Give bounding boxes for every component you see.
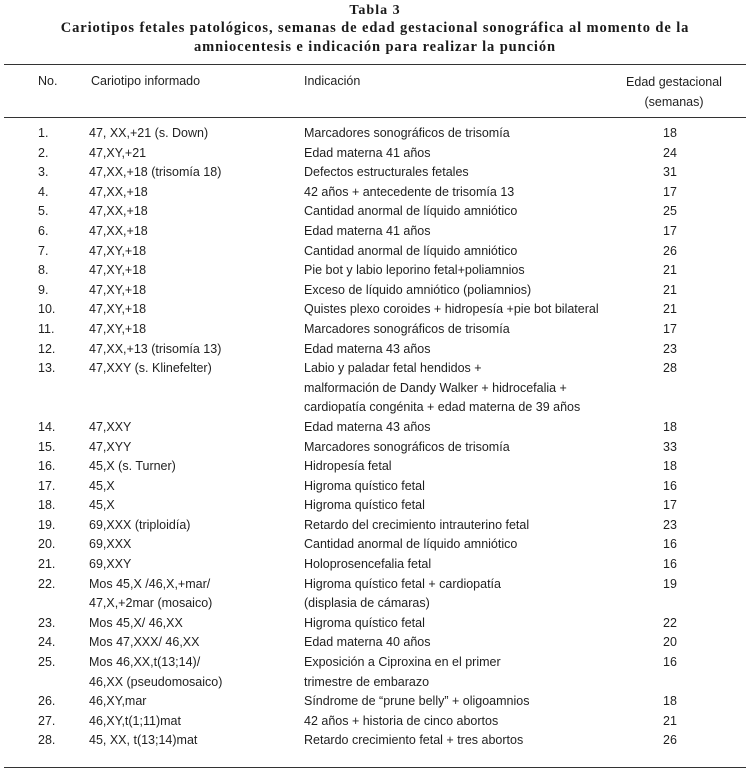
table-row bbox=[0, 222, 750, 242]
karyotype-line: 45, XX, t(13;14)mat bbox=[89, 733, 198, 748]
row-number: 1. bbox=[38, 126, 49, 140]
indication-cell bbox=[304, 731, 523, 751]
table-row bbox=[0, 535, 750, 555]
karyotype-line: Mos 45,X /46,X,+mar/ bbox=[89, 576, 211, 591]
table-row bbox=[0, 242, 750, 262]
karyotype-cell bbox=[89, 163, 221, 183]
karyotype-cell bbox=[89, 183, 148, 203]
indication-line: Exceso de líquido amniótico (poliamnios) bbox=[304, 282, 532, 297]
row-number: 15. bbox=[38, 439, 56, 454]
table-row bbox=[0, 477, 750, 497]
karyotype-line: 47,XY,+18 bbox=[89, 282, 147, 297]
header-rule bbox=[4, 117, 746, 118]
karyotype-line: 47,XXY (s. Klinefelter) bbox=[89, 361, 212, 376]
row-number: 17. bbox=[38, 478, 56, 493]
karyotype-line: 47,XY,+18 bbox=[89, 243, 147, 258]
gestational-weeks-cell: 16 bbox=[663, 537, 677, 552]
header-indication: Indicación bbox=[304, 74, 361, 88]
row-number: 5. bbox=[38, 204, 49, 219]
karyotype-cell bbox=[89, 320, 146, 340]
row-number: 6. bbox=[38, 223, 49, 238]
karyotype-line: 47,XXY bbox=[89, 419, 132, 434]
gestational-weeks-cell: 20 bbox=[663, 635, 677, 650]
karyotype-cell bbox=[89, 359, 212, 379]
table-row bbox=[0, 202, 750, 222]
indication-cell bbox=[304, 281, 531, 301]
table-row bbox=[0, 359, 750, 418]
row-number: 11. bbox=[38, 321, 55, 336]
gestational-weeks-cell: 17 bbox=[663, 223, 677, 238]
row-number: 9. bbox=[38, 282, 49, 297]
gestational-weeks-cell: 18 bbox=[663, 419, 677, 434]
indication-cell bbox=[304, 418, 430, 438]
table-row bbox=[0, 418, 750, 438]
indication-line: Cantidad anormal de líquido amniótico bbox=[304, 204, 518, 219]
table-row bbox=[0, 300, 750, 320]
karyotype-cell bbox=[89, 496, 115, 516]
karyotype-line: 47,XX,+18 (trisomía 18) bbox=[89, 165, 222, 180]
karyotype-line: 47,XX,+13 (trisomía 13) bbox=[89, 341, 222, 356]
row-number: 14. bbox=[38, 419, 56, 434]
header-karyotype: Cariotipo informado bbox=[91, 74, 201, 88]
row-number: 25. bbox=[38, 655, 56, 670]
table-row bbox=[0, 496, 750, 516]
indication-cell bbox=[304, 653, 501, 692]
karyotype-line: 69,XXX bbox=[89, 537, 132, 552]
karyotype-cell bbox=[89, 535, 131, 555]
indication-cell bbox=[304, 222, 430, 242]
row-number: 23. bbox=[38, 615, 56, 630]
table-caption-line-1: Cariotipos fetales patológicos, semanas de edad gestacional sonográfica al momento de la bbox=[60, 20, 690, 36]
gestational-weeks-cell: 16 bbox=[663, 478, 677, 493]
karyotype-cell bbox=[89, 222, 148, 242]
karyotype-line: 47,XX,+18 bbox=[89, 184, 148, 199]
gestational-weeks-cell: 18 bbox=[663, 694, 677, 709]
gestational-weeks-cell: 16 bbox=[663, 557, 677, 572]
gestational-weeks-cell: 21 bbox=[663, 282, 677, 297]
karyotype-cell bbox=[89, 692, 146, 712]
gestational-weeks-cell: 23 bbox=[663, 341, 677, 356]
indication-line: malformación de Dandy Walker + hidrocefalia + bbox=[304, 380, 567, 395]
karyotype-line: 47,XY,+18 bbox=[89, 263, 147, 278]
indication-cell bbox=[304, 320, 510, 340]
gestational-weeks-cell: 21 bbox=[663, 263, 677, 278]
indication-cell bbox=[304, 242, 517, 262]
row-number: 16. bbox=[38, 459, 56, 474]
karyotype-line: 46,XY,mar bbox=[89, 694, 147, 709]
table-row bbox=[0, 438, 750, 458]
indication-line: Marcadores sonográficos de trisomía bbox=[304, 321, 510, 336]
karyotype-line: 69,XXY bbox=[89, 557, 132, 572]
bottom-rule bbox=[4, 767, 746, 768]
karyotype-cell bbox=[89, 731, 197, 751]
gestational-weeks-cell: 17 bbox=[663, 184, 677, 199]
indication-line: Marcadores sonográficos de trisomía bbox=[304, 126, 510, 140]
karyotype-line: 47,XY,+18 bbox=[89, 321, 147, 336]
table-row bbox=[0, 320, 750, 340]
gestational-weeks-cell: 21 bbox=[663, 302, 677, 317]
table-title-block bbox=[0, 2, 750, 57]
karyotype-cell bbox=[89, 261, 146, 281]
row-number: 8. bbox=[38, 263, 49, 278]
karyotype-line: 47,XX,+18 bbox=[89, 223, 148, 238]
indication-cell bbox=[304, 163, 469, 183]
table-row bbox=[0, 281, 750, 301]
indication-cell bbox=[304, 555, 431, 575]
karyotype-line: 46,XY,t(1;11)mat bbox=[89, 713, 181, 728]
row-number: 27. bbox=[38, 713, 56, 728]
karyotype-cell bbox=[89, 555, 131, 575]
indication-cell bbox=[304, 261, 525, 281]
indication-line: Exposición a Ciproxina en el primer bbox=[304, 655, 501, 670]
gestational-weeks-cell: 16 bbox=[663, 655, 677, 670]
indication-cell bbox=[304, 496, 425, 516]
table-row bbox=[0, 183, 750, 203]
row-number: 4. bbox=[38, 184, 49, 199]
gestational-weeks-cell: 21 bbox=[663, 713, 677, 728]
karyotype-line: Mos 46,XX,t(13;14)/ bbox=[89, 655, 201, 670]
table-row bbox=[0, 731, 750, 751]
header-gestational-age bbox=[612, 72, 736, 112]
header-number: No. bbox=[38, 74, 58, 88]
row-number: 3. bbox=[38, 165, 49, 180]
indication-cell bbox=[304, 202, 517, 222]
indication-line: Defectos estructurales fetales bbox=[304, 165, 469, 180]
indication-line: Cantidad anormal de líquido amniótico bbox=[304, 537, 518, 552]
indication-cell bbox=[304, 633, 430, 653]
karyotype-cell bbox=[89, 633, 199, 653]
indication-cell bbox=[304, 457, 392, 477]
indication-line: (displasia de cámaras) bbox=[304, 596, 430, 611]
karyotype-cell bbox=[89, 242, 146, 262]
indication-line: Retardo del crecimiento intrauterino fetal bbox=[304, 517, 530, 532]
gestational-weeks-cell: 23 bbox=[663, 517, 677, 532]
karyotype-cell bbox=[89, 418, 131, 438]
row-number: 13. bbox=[38, 361, 56, 376]
row-number: 12. bbox=[38, 341, 56, 356]
karyotype-cell bbox=[89, 438, 131, 458]
gestational-weeks-cell: 18 bbox=[663, 126, 677, 140]
gestational-weeks-cell: 19 bbox=[663, 576, 677, 591]
karyotype-cell bbox=[89, 144, 146, 164]
table-row bbox=[0, 692, 750, 712]
header-gestational-age-line-2: (semanas) bbox=[644, 95, 704, 109]
indication-line: Edad materna 41 años bbox=[304, 145, 431, 160]
indication-cell bbox=[304, 477, 425, 497]
indication-cell bbox=[304, 712, 498, 732]
indication-line: Síndrome de “prune belly” + oligoamnios bbox=[304, 694, 530, 709]
row-number: 26. bbox=[38, 694, 56, 709]
row-number: 28. bbox=[38, 733, 56, 748]
row-number: 7. bbox=[38, 243, 49, 258]
indication-line: trimestre de embarazo bbox=[304, 674, 430, 689]
table-row bbox=[0, 144, 750, 164]
karyotype-cell bbox=[89, 477, 115, 497]
karyotype-line: 47,X,+2mar (mosaico) bbox=[89, 596, 213, 611]
table-row bbox=[0, 340, 750, 360]
gestational-weeks-cell: 17 bbox=[663, 321, 677, 336]
table-row bbox=[0, 575, 750, 614]
indication-cell bbox=[304, 183, 514, 203]
table-row bbox=[0, 633, 750, 653]
top-rule bbox=[4, 64, 746, 65]
indication-cell bbox=[304, 300, 599, 320]
karyotype-line: 47, XX,+21 (s. Down) bbox=[89, 126, 209, 140]
gestational-weeks-cell: 25 bbox=[663, 204, 677, 219]
gestational-weeks-cell: 26 bbox=[663, 733, 677, 748]
indication-cell bbox=[304, 535, 517, 555]
karyotype-cell bbox=[89, 516, 190, 536]
karyotype-line: 45,X (s. Turner) bbox=[89, 459, 176, 474]
gestational-weeks-cell: 18 bbox=[663, 459, 677, 474]
indication-line: Cantidad anormal de líquido amniótico bbox=[304, 243, 518, 258]
karyotype-cell bbox=[89, 124, 208, 144]
karyotype-cell bbox=[89, 457, 176, 477]
row-number: 2. bbox=[38, 145, 49, 160]
karyotype-cell bbox=[89, 300, 146, 320]
karyotype-line: 45,X bbox=[89, 478, 115, 493]
indication-line: 42 años + antecedente de trisomía 13 bbox=[304, 184, 515, 199]
table-row bbox=[0, 614, 750, 634]
karyotype-line: Mos 45,X/ 46,XX bbox=[89, 615, 183, 630]
karyotype-cell bbox=[89, 614, 183, 634]
gestational-weeks-cell: 28 bbox=[663, 361, 677, 376]
karyotype-line: 69,XXX (triploidía) bbox=[89, 517, 191, 532]
table-row bbox=[0, 457, 750, 477]
karyotype-line: 47,XY,+21 bbox=[89, 145, 147, 160]
indication-cell bbox=[304, 575, 501, 614]
indication-line: cardiopatía congénita + edad materna de 39 años bbox=[304, 400, 581, 415]
indication-cell bbox=[304, 124, 510, 144]
indication-line: Retardo crecimiento fetal + tres abortos bbox=[304, 733, 524, 748]
indication-cell bbox=[304, 144, 430, 164]
row-number: 18. bbox=[38, 498, 56, 513]
karyotype-cell bbox=[89, 340, 221, 360]
table-row bbox=[0, 124, 750, 144]
indication-cell bbox=[304, 340, 430, 360]
karyotype-line: 45,X bbox=[89, 498, 115, 513]
row-number: 20. bbox=[38, 537, 56, 552]
table-label: Tabla 3 bbox=[349, 3, 401, 18]
indication-line: Quistes plexo coroides + hidropesía +pie bot bilateral bbox=[304, 302, 599, 317]
indication-cell bbox=[304, 516, 529, 536]
indication-cell bbox=[304, 614, 425, 634]
karyotype-cell bbox=[89, 653, 222, 692]
indication-line: Higroma quístico fetal bbox=[304, 498, 425, 513]
karyotype-cell bbox=[89, 281, 146, 301]
indication-line: Edad materna 43 años bbox=[304, 341, 431, 356]
indication-line: Marcadores sonográficos de trisomía bbox=[304, 439, 510, 454]
gestational-weeks-cell: 33 bbox=[663, 439, 677, 454]
indication-cell bbox=[304, 359, 580, 418]
karyotype-cell bbox=[89, 202, 148, 222]
table-row bbox=[0, 712, 750, 732]
indication-cell bbox=[304, 438, 510, 458]
table-row bbox=[0, 516, 750, 536]
row-number: 21. bbox=[38, 557, 56, 572]
indication-line: Higroma quístico fetal + cardiopatía bbox=[304, 576, 501, 591]
gestational-weeks-cell: 17 bbox=[663, 498, 677, 513]
header-gestational-age-line-1: Edad gestacional bbox=[626, 75, 722, 89]
table-caption-line-2: amniocentesis e indicación para realizar la punción bbox=[194, 39, 556, 55]
table-row bbox=[0, 555, 750, 575]
indication-line: Edad materna 41 años bbox=[304, 223, 431, 238]
karyotype-line: 47,XY,+18 bbox=[89, 302, 147, 317]
karyotype-line: 46,XX (pseudomosaico) bbox=[89, 674, 223, 689]
table-body bbox=[0, 124, 750, 751]
row-number: 19. bbox=[38, 517, 56, 532]
row-number: 22. bbox=[38, 576, 56, 591]
indication-line: Hidropesía fetal bbox=[304, 459, 392, 474]
row-number: 24. bbox=[38, 635, 56, 650]
karyotype-line: Mos 47,XXX/ 46,XX bbox=[89, 635, 200, 650]
gestational-weeks-cell: 24 bbox=[663, 145, 677, 160]
table-row bbox=[0, 163, 750, 183]
indication-line: 42 años + historia de cinco abortos bbox=[304, 713, 499, 728]
indication-line: Pie bot y labio leporino fetal+poliamnios bbox=[304, 263, 525, 278]
row-number: 10. bbox=[38, 302, 56, 317]
indication-line: Higroma quístico fetal bbox=[304, 615, 425, 630]
table-row bbox=[0, 653, 750, 692]
table-row bbox=[0, 261, 750, 281]
gestational-weeks-cell: 31 bbox=[663, 165, 677, 180]
indication-line: Labio y paladar fetal hendidos + bbox=[304, 361, 482, 376]
indication-line: Edad materna 43 años bbox=[304, 419, 431, 434]
gestational-weeks-cell: 22 bbox=[663, 615, 677, 630]
indication-cell bbox=[304, 692, 529, 712]
indication-line: Holoprosencefalia fetal bbox=[304, 557, 432, 572]
gestational-weeks-cell: 26 bbox=[663, 243, 677, 258]
indication-line: Higroma quístico fetal bbox=[304, 478, 425, 493]
karyotype-cell bbox=[89, 712, 181, 732]
karyotype-cell bbox=[89, 575, 212, 614]
indication-line: Edad materna 40 años bbox=[304, 635, 431, 650]
karyotype-line: 47,XX,+18 bbox=[89, 204, 148, 219]
karyotype-line: 47,XYY bbox=[89, 439, 132, 454]
